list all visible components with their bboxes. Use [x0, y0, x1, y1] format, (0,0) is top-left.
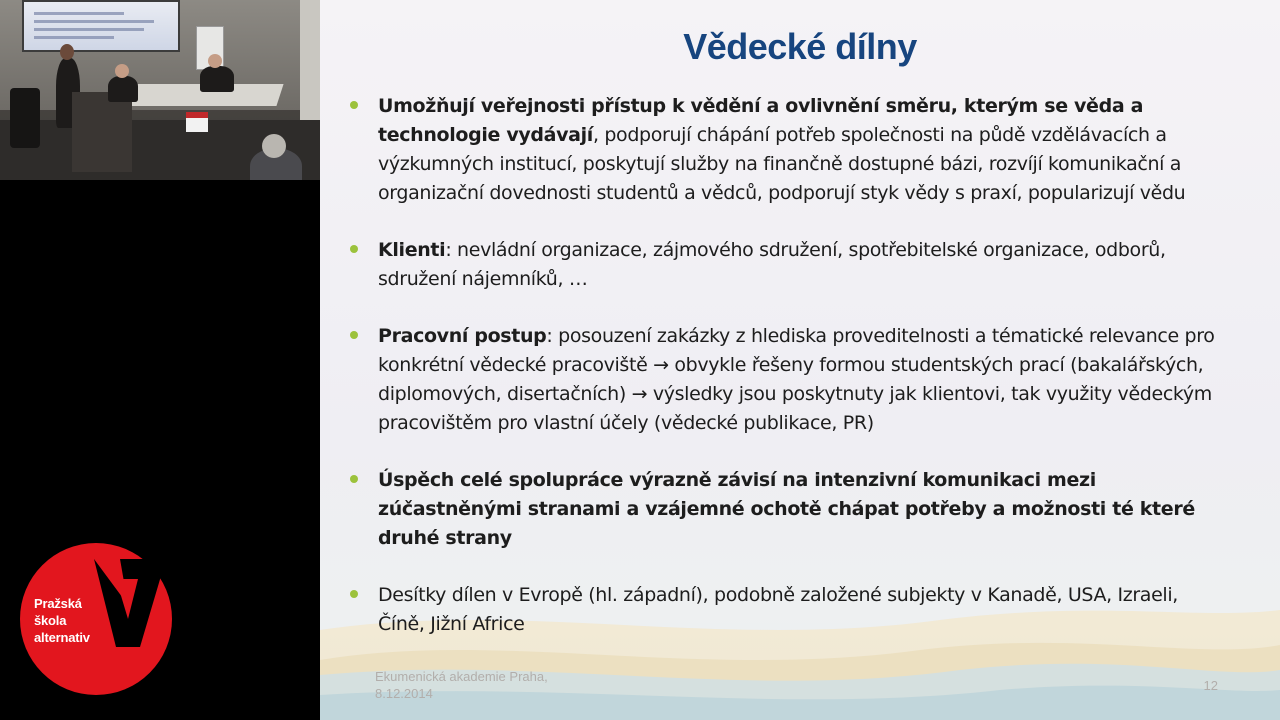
bullet-text: , podporují chápání potřeb společnosti na půdě vzdělávacích a výzkumných institucí, poskytují služby na finančně dostupné bázi, rozvíjí komunikační a organizační dovednosti studentů a vědců, podporují styk vědy s praxí, popularizují vědu	[378, 124, 1186, 204]
bullet-bold-text: Umožňují veřejnosti přístup k vědění a ovlivnění směru, kterým se věda a technologie vydávají	[378, 95, 1144, 146]
bullet-bold-text: Úspěch celé spolupráce výrazně závisí na intenzivní komunikaci mezi zúčastněnými stranami a vzájemné ochotě chápat potřeby a možnosti té které druhé strany	[378, 469, 1195, 549]
logo-line-2: škola	[34, 613, 67, 628]
bullet-text: Desítky dílen v Evropě (hl. západní), podobně založené subjekty v Kanadě, USA, Izraeli, Číně, Jižní Africe	[378, 584, 1178, 635]
bullet-item	[350, 466, 1230, 553]
bullet-item	[350, 322, 1230, 438]
speaker-video-feed	[0, 0, 320, 180]
bullet-dot-icon	[350, 245, 358, 253]
slide-title: Vědecké dílny	[683, 26, 917, 67]
bullet-text: : posouzení zakázky z hlediska proveditelnosti a tématické relevance pro konkrétní vědecké pracoviště → obvykle řešeny formou studentských prací (bakalářských, diplomových, disertačních) → výsledky jsou poskytnuty jak klientovi, tak využity vědeckým pracovištěm pro vlastní účely (vědecké publikace, PR)	[378, 325, 1215, 434]
footer-organization: Ekumenická akademie Praha,	[375, 669, 548, 684]
panelist-head	[115, 64, 129, 78]
bullet-dot-icon	[350, 590, 358, 598]
projection-screen	[22, 0, 180, 52]
panelist-head-2	[208, 54, 222, 68]
panelist-figure-2	[200, 66, 234, 92]
logo-line-3: alternativ	[34, 630, 90, 645]
logo-line-1: Pražská	[34, 596, 82, 611]
bullet-dot-icon	[350, 101, 358, 109]
bullet-item	[350, 581, 1230, 639]
bullet-bold-text: Pracovní postup	[378, 325, 547, 347]
slide-footer	[375, 668, 548, 702]
bullet-dot-icon	[350, 331, 358, 339]
presentation-slide	[320, 0, 1280, 720]
bullet-bold-text: Klienti	[378, 239, 446, 261]
table-sign	[186, 112, 208, 132]
bullet-dot-icon	[350, 475, 358, 483]
chair	[10, 88, 40, 148]
footer-date: 8.12.2014	[375, 686, 433, 701]
panelist-figure	[108, 76, 138, 102]
bullet-item	[350, 236, 1230, 294]
audience-head	[262, 134, 286, 158]
podium	[72, 92, 132, 172]
bullet-list	[350, 92, 1230, 639]
room-door	[300, 0, 320, 130]
slide-page-number: 12	[1203, 678, 1218, 693]
prazska-skola-alternativ-logo	[20, 543, 172, 695]
speaker-head	[60, 44, 74, 60]
logo-text	[34, 595, 90, 646]
bullet-item	[350, 92, 1230, 208]
bullet-text: : nevládní organizace, zájmového sdružení, spotřebitelské organizace, odborů, sdružení nájemníků, …	[378, 239, 1166, 290]
